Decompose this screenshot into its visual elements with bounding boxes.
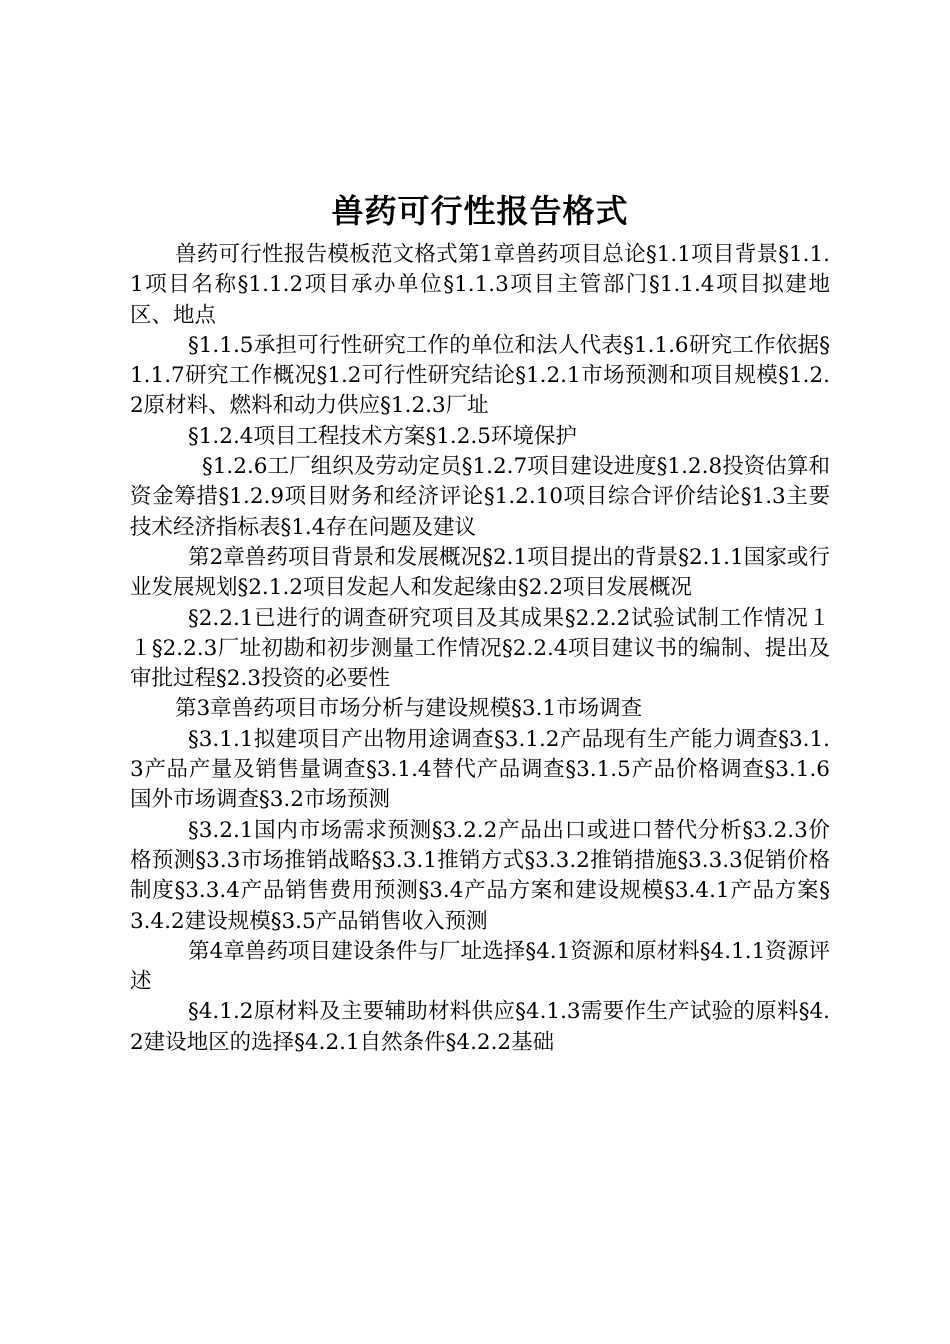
- document-title: 兽药可行性报告格式: [331, 192, 629, 230]
- paragraph: §2.2.1已进行的调查研究项目及其成果§2.2.2试验试制工作情况１１§2.2.3厂址初勘和初步测量工作情况§2.2.4项目建议书的编制、提出及审批过程§2.3投资的必要性: [130, 605, 830, 692]
- paragraph: §3.1.1拟建项目产出物用途调查§3.1.2产品现有生产能力调查§3.1.3产品产量及销售量调查§3.1.4替代产品调查§3.1.5产品价格调查§3.1.6国外市场调查§3.2市场预测: [130, 726, 830, 813]
- paragraph: 兽药可行性报告模板范文格式第1章兽药项目总论§1.1项目背景§1.1.1项目名称§1.1.2项目承办单位§1.1.3项目主管部门§1.1.4项目拟建地区、地点: [130, 242, 830, 328]
- paragraph: §1.2.4项目工程技术方案§1.2.5环境保护: [188, 423, 577, 449]
- paragraph: §3.2.1国内市场需求预测§3.2.2产品出口或进口替代分析§3.2.3价格预测§3.3市场推销战略§3.3.1推销方式§3.3.2推销措施§3.3.3促销价格制度§3.3.4产品销售费用预测§3.4产品方案和建设规模§3.4.1产品方案§3.4.2建设规模§3.5产品销售收入预测: [130, 817, 830, 934]
- paragraph: 第3章兽药项目市场分析与建设规模§3.1市场调查: [175, 696, 643, 722]
- document-page: [130, 186, 830, 1058]
- paragraph: §1.2.6工厂组织及劳动定员§1.2.7项目建设进度§1.2.8投资估算和资金筹措§1.2.9项目财务和经济评论§1.2.10项目综合评价结论§1.3主要技术经济指标表§1.4存在问题及建议: [130, 454, 830, 540]
- paragraph: §1.1.5承担可行性研究工作的单位和法人代表§1.1.6研究工作依据§1.1.7研究工作概况§1.2可行性研究结论§1.2.1市场预测和项目规模§1.2.2原材料、燃料和动力供应§1.2.3厂址: [130, 332, 830, 419]
- paragraph: 第2章兽药项目背景和发展概况§2.1项目提出的背景§2.1.1国家或行业发展规划§2.1.2项目发起人和发起缘由§2.2项目发展概况: [130, 544, 830, 601]
- paragraph: 第4章兽药项目建设条件与厂址选择§4.1资源和原材料§4.1.1资源评述: [130, 938, 830, 995]
- paragraph: §4.1.2原材料及主要辅助材料供应§4.1.3需要作生产试验的原料§4.2建设地区的选择§4.2.1自然条件§4.2.2基础: [130, 999, 830, 1055]
